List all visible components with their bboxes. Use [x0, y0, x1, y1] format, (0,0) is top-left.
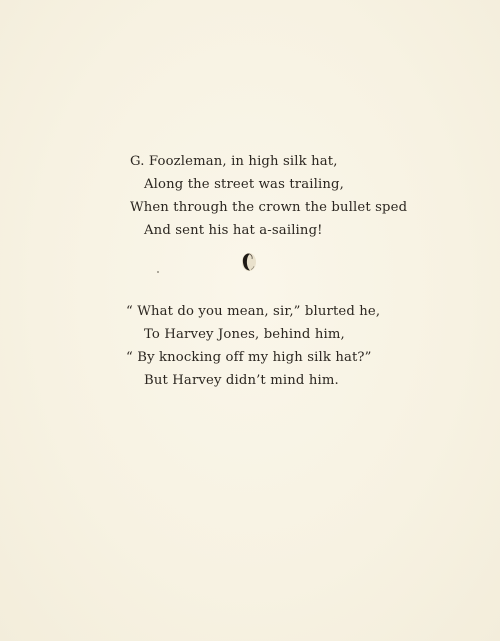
stanza-1-line-4: And sent his hat a-sailing!	[144, 223, 323, 238]
paper-speck	[157, 271, 159, 273]
poem-stanza-1	[130, 150, 470, 242]
stanza-2-line-1: “ What do you mean, sir,” blurted he,	[126, 304, 381, 319]
stanza-1-line-3: When through the crown the bullet sped	[130, 200, 408, 215]
poem-stanza-2	[126, 300, 470, 392]
stanza-2-line-2: To Harvey Jones, behind him,	[144, 327, 345, 342]
stanza-1-line-2: Along the street was trailing,	[144, 177, 344, 192]
stanza-2-line-4: But Harvey didn’t mind him.	[144, 373, 339, 388]
bullet-hole-icon	[239, 251, 259, 273]
stanza-1-line-1: G. Foozleman, in high silk hat,	[130, 154, 338, 169]
stanza-2-line-3: “ By knocking off my high silk hat?”	[126, 350, 372, 365]
